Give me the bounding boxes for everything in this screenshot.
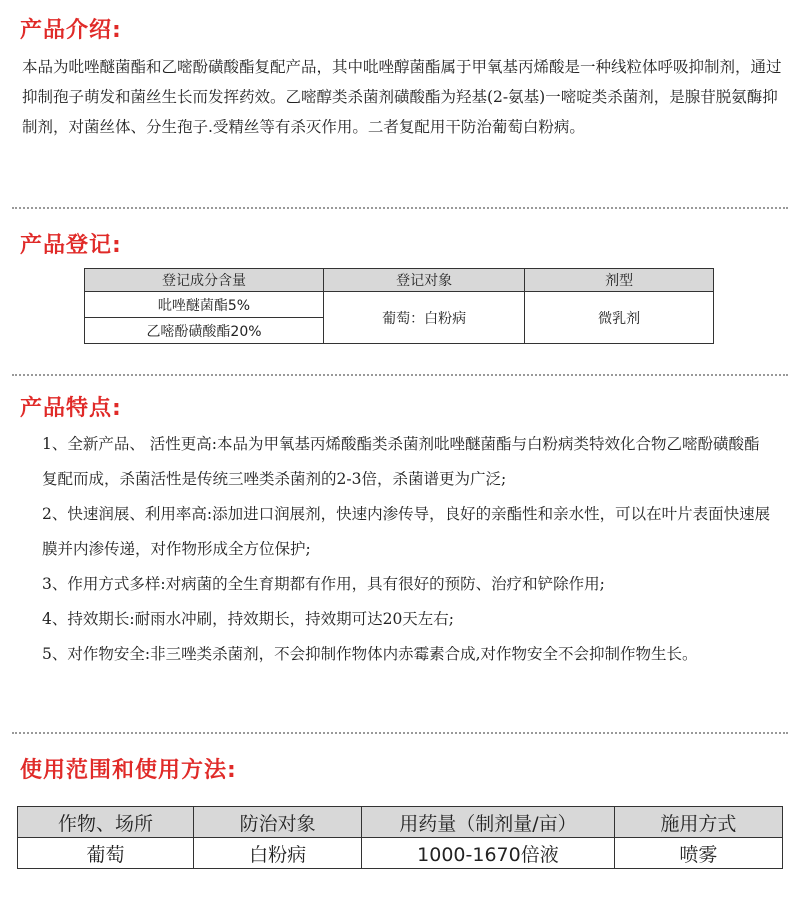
reg-formulation: 微乳剂: [525, 292, 714, 344]
usage-method: 喷雾: [614, 838, 782, 869]
divider: [12, 207, 788, 209]
usage-header-method: 施用方式: [614, 807, 782, 838]
feature-item: 2、快速润展、利用率高:添加进口润展剂，快速内渗传导，良好的亲酯性和亲水性，可以在叶片表面快速展膜并内渗传递，对作物形成全方位保护;: [42, 505, 771, 558]
divider: [12, 374, 788, 376]
reg-header-formulation: 剂型: [525, 269, 714, 292]
feature-item: 1、全新产品、 活性更高:本品为甲氧基丙烯酸酯类杀菌剂吡唑醚菌酯与白粉病类特效化合物乙嘧酚磺酸酯复配而成，杀菌活性是传统三唑类杀菌剂的2-3倍，杀菌谱更为广泛;: [42, 435, 760, 488]
registration-title: 产品登记:: [20, 233, 122, 258]
table-row: [18, 838, 783, 869]
usage-table: [17, 806, 783, 869]
reg-ingredient-1: 吡唑醚菌酯5%: [85, 292, 324, 318]
feature-item: 4、持效期长:耐雨水冲刷，持效期长，持效期可达20天左右;: [42, 610, 455, 628]
usage-header-dosage: 用药量（制剂量/亩）: [362, 807, 614, 838]
usage-header-target: 防治对象: [193, 807, 361, 838]
intro-paragraph: 本品为吡唑醚菌酯和乙嘧酚磺酸酯复配产品，其中吡唑醇菌酯属于甲氧基丙烯酸是一种线粒体呼吸抑制剂，通过抑制孢子萌发和菌丝生长而发挥药效。乙嘧醇类杀菌剂磺酸酯为羟基(2-氨基)一嘧啶类杀菌剂，是腺苷脱氨酶抑制剂，对菌丝体、分生孢子.受精丝等有杀灭作用。二者复配用干防治葡萄白粉病。: [22, 58, 782, 136]
intro-title: 产品介绍:: [20, 18, 122, 43]
features-title: 产品特点:: [20, 396, 122, 421]
reg-ingredient-2: 乙嘧酚磺酸酯20%: [85, 318, 324, 344]
usage-header-crop: 作物、场所: [18, 807, 194, 838]
reg-header-ingredients: 登记成分含量: [85, 269, 324, 292]
features-list: [42, 427, 772, 672]
usage-title: 使用范围和使用方法:: [20, 758, 237, 783]
feature-item: 3、作用方式多样:对病菌的全生育期都有作用，具有很好的预防、治疗和铲除作用;: [42, 575, 605, 593]
usage-dosage: 1000-1670倍液: [362, 838, 614, 869]
usage-crop: 葡萄: [18, 838, 194, 869]
reg-header-target: 登记对象: [324, 269, 525, 292]
divider: [12, 732, 788, 734]
reg-target: 葡萄：白粉病: [324, 292, 525, 344]
usage-target: 白粉病: [193, 838, 361, 869]
registration-table: [84, 268, 714, 344]
feature-item: 5、对作物安全:非三唑类杀菌剂，不会抑制作物体内赤霉素合成,对作物安全不会抑制作物生长。: [42, 645, 698, 663]
